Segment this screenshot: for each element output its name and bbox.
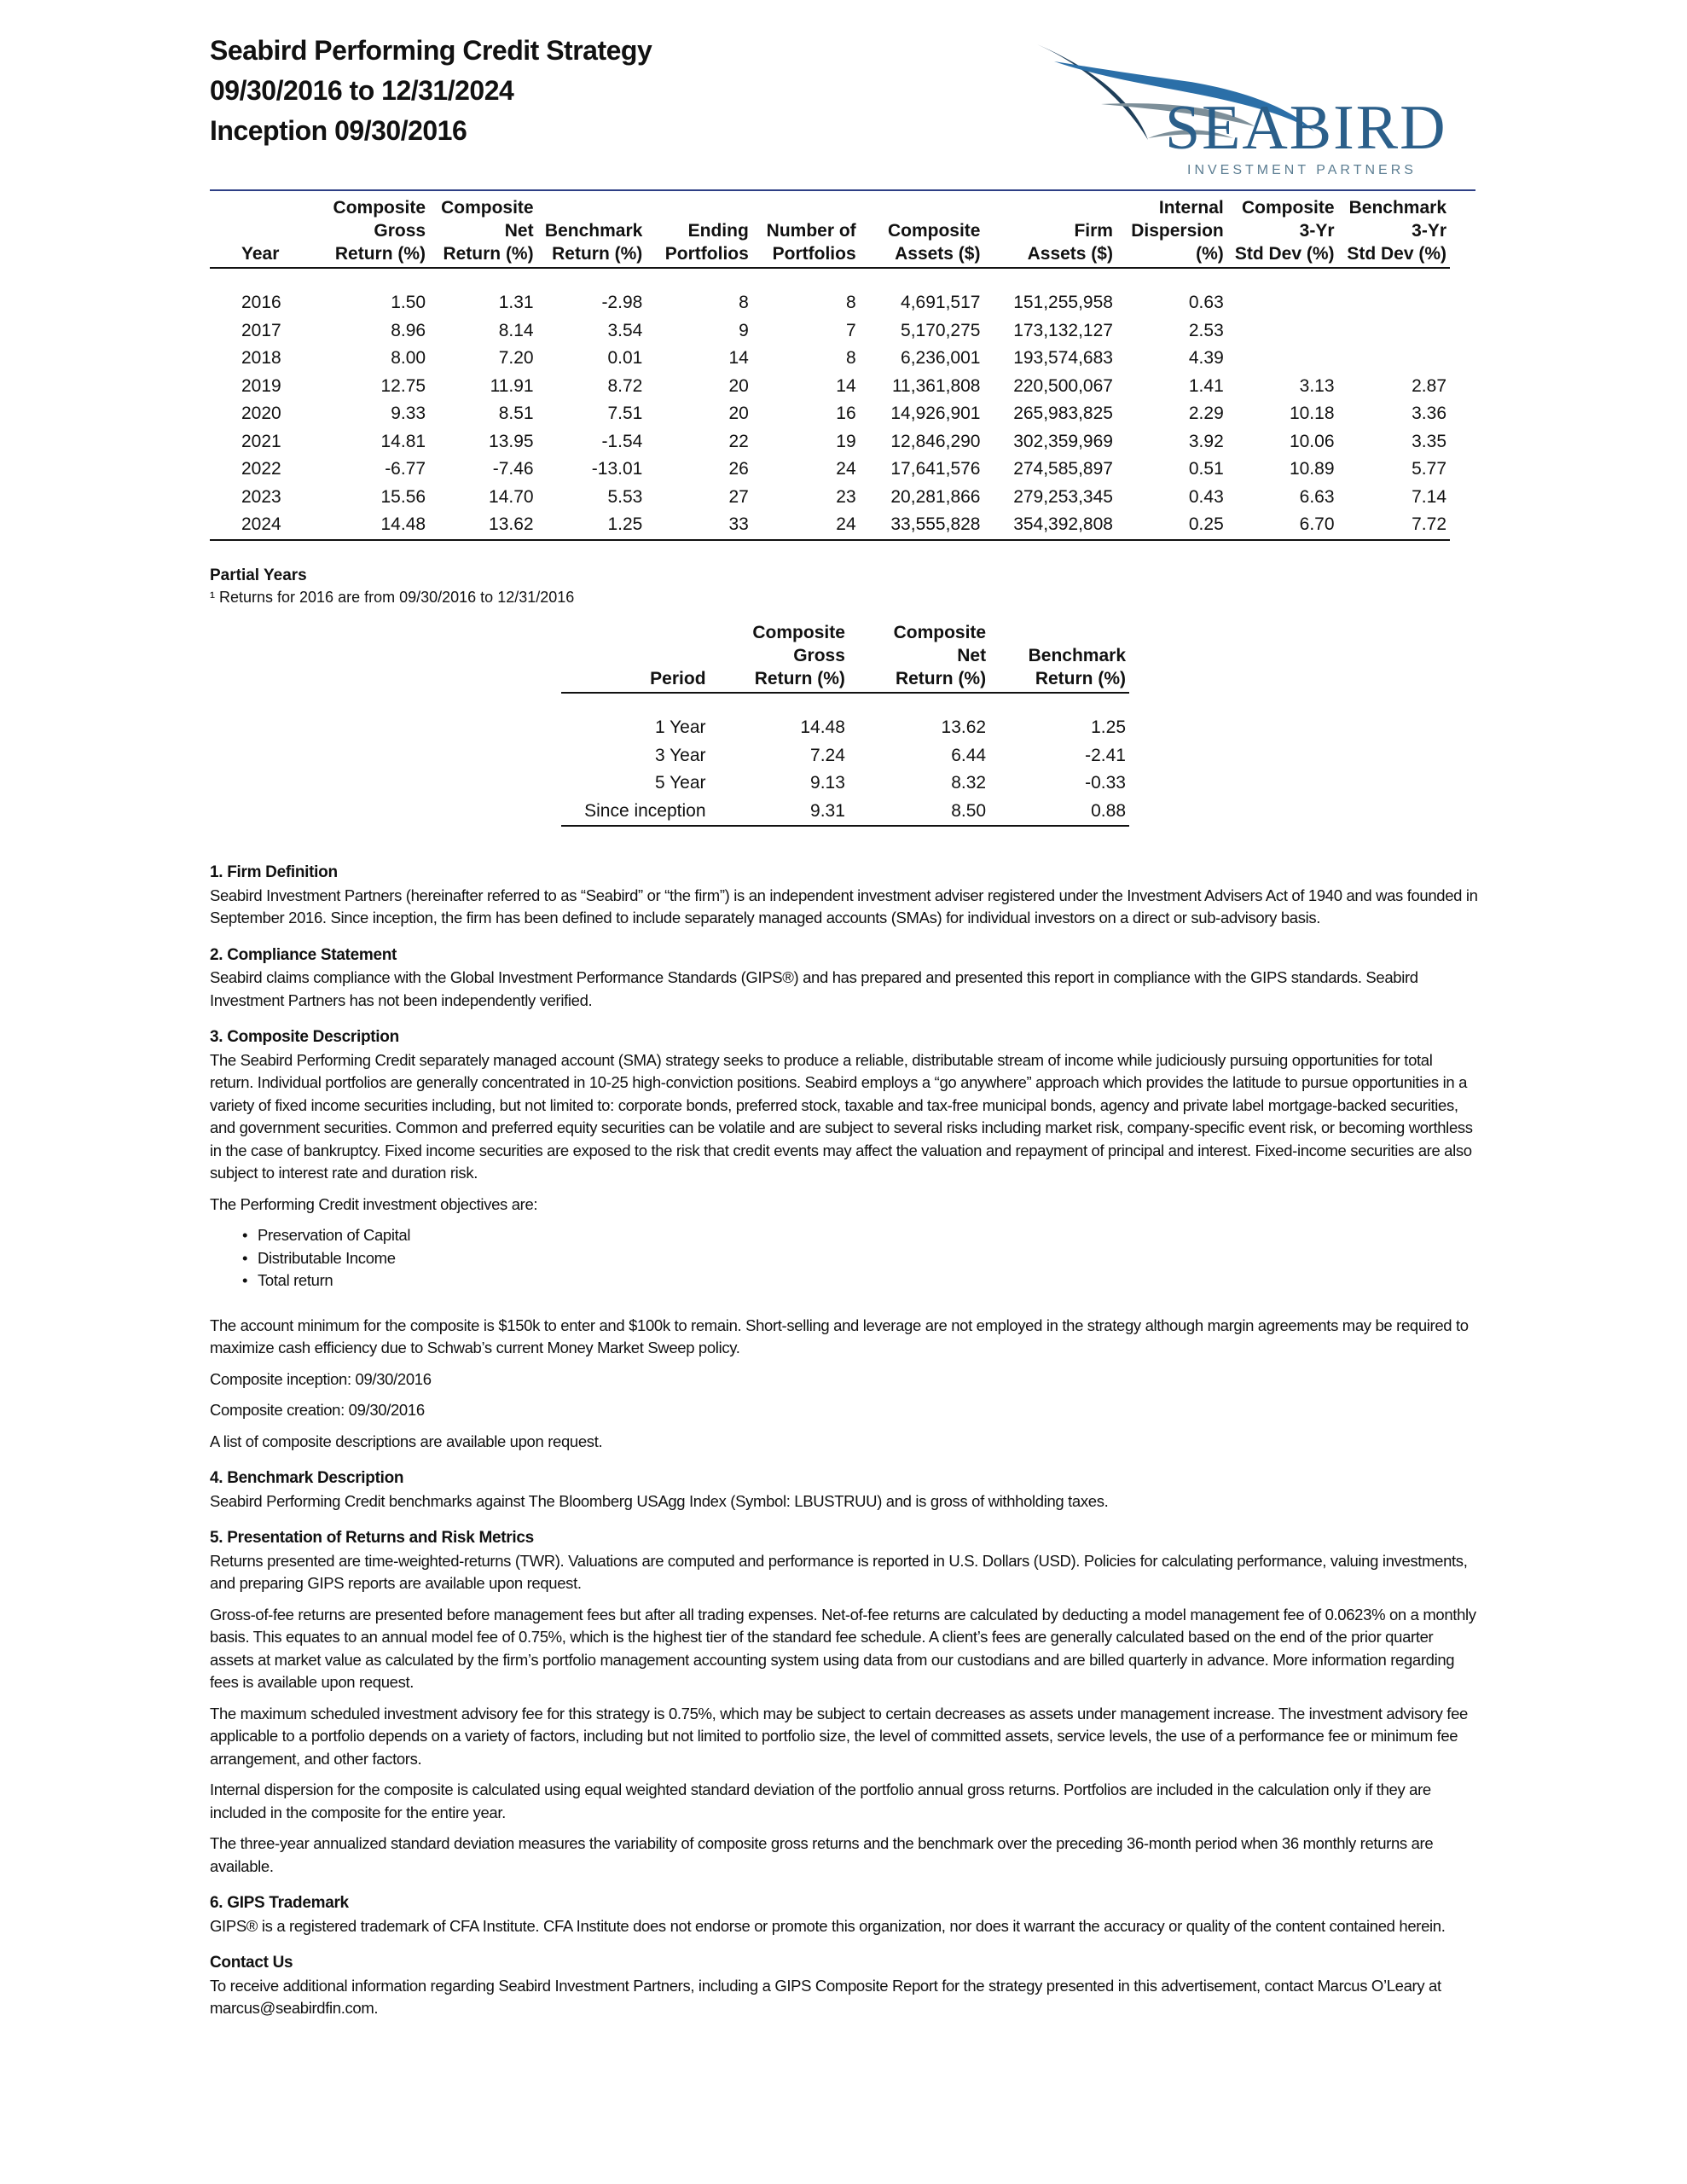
table-cell: 14,926,901 — [890, 404, 981, 423]
column-header — [849, 619, 989, 693]
table-cell — [1227, 317, 1338, 346]
table-cell: 7.51 — [607, 404, 643, 423]
table-cell: 4.39 — [1188, 348, 1224, 368]
seabird-wing-icon — [1020, 38, 1464, 179]
table-cell: 20,281,866 — [890, 486, 981, 507]
header-line: Year — [241, 244, 280, 264]
section-text: To receive additional information regarding Seabird Investment Partners, including a GIPS Composite Report for the strategy presented in this advertisement, contact Marcus O’Leary at marcus@seabirdfin.com. — [210, 1976, 1441, 2017]
table-cell: 12,846,290 — [890, 431, 981, 451]
table-cell: 22 — [728, 431, 749, 451]
seabird-logo — [1020, 38, 1464, 179]
header-line: Composite — [1242, 198, 1335, 218]
header-line — [241, 219, 318, 242]
partial-years-label: Partial Years — [210, 566, 307, 584]
column-header — [210, 195, 322, 268]
gips-trademark-section — [210, 1892, 1479, 1937]
header-line — [989, 621, 1126, 644]
table-cell: 3.92 — [1188, 431, 1224, 451]
section-heading: Contact Us — [210, 1954, 293, 1972]
table-cell: 3 Year — [654, 745, 706, 765]
table-cell: 265,983,825 — [1013, 404, 1113, 423]
section-text: The Seabird Performing Credit separately managed account (SMA) strategy seeks to produce a reliable, distributable stream of income while judiciously pursuing opportunities for total return. Individual portfolios are generally concentrated in 10-25 high-conviction positions. Seabird employs a “go anywhere” approach which provides the latitude to pursue opportunities in a variety of fixed income securities including, but not limited to: corporate bonds, preferred stock, taxable and tax-free municipal bonds, agency and private label mortgage-backed securities, and government securities. Common and preferred equity securities can be volatile and are subject to several risks including market risk, company-specific event risk, or becoming worthless in the case of bankruptcy. Fixed income securities are exposed to the risk that credit events may affect the valuation and repayment of principal and interest. Fixed-income securities are also subject to interest rate and duration risk. — [210, 1050, 1473, 1182]
objectives-intro: The Performing Credit investment objectives are: — [210, 1194, 538, 1213]
column-header — [1116, 195, 1227, 268]
section-heading: 3. Composite Description — [210, 1028, 399, 1046]
table-cell: 193,574,683 — [1013, 348, 1113, 368]
table-cell: 7.24 — [810, 745, 845, 765]
header-line: Gross — [793, 646, 845, 665]
header-line — [561, 644, 706, 667]
section-text: GIPS® is a registered trademark of CFA Institute. CFA Institute does not endorse or promote this organization, nor does it warrant the accuracy or quality of the content contained herein. — [210, 1916, 1446, 1935]
column-header — [710, 619, 849, 693]
table-row — [210, 456, 1450, 484]
table-cell: 6.63 — [1299, 486, 1335, 507]
section-heading: 2. Compliance Statement — [210, 945, 397, 964]
table-cell: 1.41 — [1188, 375, 1224, 396]
table-cell: -6.77 — [385, 459, 426, 479]
header-line: Portfolios — [664, 244, 749, 264]
table-row — [210, 373, 1450, 401]
header-line — [537, 196, 643, 219]
header-line: Ending — [687, 221, 749, 241]
header-line: Composite — [752, 623, 845, 642]
table-cell: 23 — [836, 486, 856, 507]
table-cell: 6,236,001 — [901, 348, 981, 368]
header-line — [983, 196, 1113, 219]
table-cell: 5,170,275 — [901, 320, 981, 340]
table-row — [210, 317, 1450, 346]
table-cell: 0.88 — [989, 798, 1129, 827]
column-header — [989, 619, 1129, 693]
table-cell: -13.01 — [591, 459, 643, 479]
table-cell: -7.46 — [492, 459, 534, 479]
header-line: Std Dev (%) — [1234, 244, 1335, 264]
objectives-list — [210, 1224, 1479, 1292]
trailing-returns-table — [561, 619, 1129, 827]
column-header — [983, 195, 1116, 268]
table-cell — [1338, 289, 1450, 317]
table-cell: 33,555,828 — [860, 511, 984, 540]
header-line: Number of — [766, 221, 856, 241]
header-line — [860, 196, 981, 219]
table-cell: 3.13 — [1299, 375, 1335, 396]
table-cell: 11.91 — [490, 375, 534, 396]
table-row — [561, 770, 1129, 798]
section-text: A list of composite descriptions are available upon request. — [210, 1432, 603, 1450]
table-cell: 20 — [728, 404, 749, 423]
table-row — [210, 484, 1450, 512]
table-cell: 2016 — [241, 293, 281, 312]
composite-inception: Composite inception: 09/30/2016 — [210, 1369, 432, 1388]
table-row — [561, 798, 1129, 827]
table-cell: 0.63 — [1188, 293, 1224, 312]
table-cell: 8 — [739, 293, 749, 312]
table-cell: 16 — [836, 404, 856, 423]
table-cell: 8.72 — [607, 375, 643, 396]
header-line: Return (%) — [334, 244, 426, 264]
column-header — [752, 195, 860, 268]
header-line: Return (%) — [552, 244, 643, 264]
table-cell: 3.54 — [607, 320, 643, 340]
table-cell: 8.51 — [498, 404, 534, 423]
section-text: Gross-of-fee returns are presented before management fees but after all trading expenses. Net-of-fee returns are calculated by deducting a model management fee of 0.0623% on a monthly basis. This equates to an annual model fee of 0.75%, which is the highest tier of the standard fee schedule. A client’s fees are generally calculated based on the end of the prior quarter assets at market value as calculated by the firm’s portfolio management accounting system using data from our custodians and are billed quarterly in advance. More information regarding fees is available upon request. — [210, 1605, 1476, 1691]
table-row — [561, 714, 1129, 742]
table-cell: 9 — [739, 320, 749, 340]
table-cell: 8.96 — [391, 320, 426, 340]
table-cell: 33 — [646, 511, 751, 540]
header-line: Benchmark — [544, 221, 643, 241]
header-line: Net — [504, 221, 534, 241]
table-cell: 19 — [836, 431, 856, 451]
header-divider — [210, 189, 1475, 191]
annual-returns-table — [210, 195, 1450, 541]
header-line: Benchmark — [1348, 198, 1446, 218]
list-item: • Preservation of Capital — [242, 1224, 1479, 1247]
section-text: The three-year annualized standard deviation measures the variability of composite gross returns and the benchmark over the preceding 36-month period when 36 monthly returns are available. — [210, 1834, 1434, 1875]
header-line: Period — [650, 669, 706, 688]
section-heading: 1. Firm Definition — [210, 863, 338, 881]
header-line: 3-Yr — [1412, 221, 1446, 241]
table-cell: 151,255,958 — [1013, 293, 1113, 312]
annual-table-body — [210, 268, 1450, 540]
table-cell: 354,392,808 — [983, 511, 1116, 540]
header-line: Internal — [1158, 198, 1224, 218]
table-row — [210, 400, 1450, 428]
section-heading: 6. GIPS Trademark — [210, 1894, 349, 1912]
composite-creation: Composite creation: 09/30/2016 — [210, 1401, 425, 1419]
header-line: Dispersion — [1131, 221, 1224, 241]
report-inception: Inception 09/30/2016 — [210, 115, 467, 146]
table-cell: 14.48 — [800, 717, 845, 737]
logo-tagline: INVESTMENT PARTNERS — [1187, 163, 1417, 177]
header-line: Composite — [333, 198, 426, 218]
table-cell: 2018 — [241, 348, 281, 368]
header-line: Gross — [374, 221, 426, 241]
table-cell: 173,132,127 — [1013, 320, 1113, 340]
table-cell: 13.62 — [941, 717, 987, 737]
presentation-section — [210, 1527, 1479, 1878]
table-cell: 7.72 — [1338, 511, 1450, 540]
table-cell: 15.56 — [380, 486, 426, 507]
header-line: (%) — [1196, 244, 1224, 264]
contact-section — [210, 1952, 1479, 2020]
table-cell: -2.98 — [601, 293, 643, 312]
table-row — [210, 428, 1450, 456]
table-cell: 8.14 — [498, 320, 534, 340]
table-cell: Since inception — [561, 798, 710, 827]
header-line: Assets ($) — [895, 244, 981, 264]
table-cell: 10.06 — [1289, 431, 1335, 451]
table-cell: 13.62 — [429, 511, 537, 540]
table-cell: 0.51 — [1188, 459, 1224, 479]
trailing-table-body — [561, 693, 1129, 826]
list-item: • Distributable Income — [242, 1247, 1479, 1270]
report-header — [210, 31, 977, 151]
table-cell: 2.53 — [1188, 320, 1224, 340]
table-cell — [1227, 289, 1338, 317]
table-cell: 14 — [728, 348, 749, 368]
table-cell: 0.25 — [1116, 511, 1227, 540]
table-cell: 1.50 — [391, 293, 426, 312]
table-cell: 6.44 — [951, 745, 987, 765]
table-cell: 0.01 — [607, 348, 643, 368]
table-cell: 9.31 — [710, 798, 849, 827]
header-line: Portfolios — [772, 244, 856, 264]
table-cell: 11,361,808 — [891, 375, 981, 396]
header-line: Return (%) — [754, 669, 845, 688]
table-cell: 5.77 — [1412, 459, 1446, 479]
compliance-section — [210, 944, 1479, 1013]
table-cell: 302,359,969 — [1013, 431, 1113, 451]
section-text: Returns presented are time-weighted-returns (TWR). Valuations are computed and performance is reported in U.S. Dollars (USD). Policies for calculating performance, valuing investments, and preparing GIPS reports are available upon request. — [210, 1551, 1468, 1592]
header-line: Composite — [887, 221, 981, 241]
column-header — [860, 195, 984, 268]
table-cell: 220,500,067 — [1013, 375, 1113, 396]
firm-definition-section — [210, 862, 1479, 930]
table-cell: -1.54 — [601, 431, 643, 451]
column-header — [537, 195, 646, 268]
table-cell: 2017 — [241, 320, 281, 340]
header-line: Std Dev (%) — [1347, 244, 1446, 264]
table-cell: 2023 — [241, 486, 281, 507]
table-cell: 3.36 — [1412, 404, 1446, 423]
column-header — [561, 619, 710, 693]
header-line: Return (%) — [1035, 669, 1126, 688]
header-line: Assets ($) — [1027, 244, 1113, 264]
section-text: The account minimum for the composite is $150k to enter and $100k to remain. Short-selling and leverage are not employed in the strategy although margin agreements may be required to maximize cash efficiency due to Schwab’s current Money Market Sweep policy. — [210, 1316, 1469, 1356]
table-cell: 5 Year — [654, 773, 706, 793]
table-cell: 27 — [728, 486, 749, 507]
header-line: Return (%) — [895, 669, 987, 688]
table-cell: 5.53 — [607, 486, 643, 507]
header-line — [752, 196, 856, 219]
table-cell: 7.20 — [498, 348, 534, 368]
table-cell: 1.31 — [498, 293, 534, 312]
column-header — [322, 195, 430, 268]
logo-wordmark: SEABIRD — [1165, 93, 1447, 163]
benchmark-description-section — [210, 1467, 1479, 1513]
section-heading: 4. Benchmark Description — [210, 1469, 404, 1487]
table-cell: 10.89 — [1289, 459, 1335, 479]
table-cell: 274,585,897 — [1013, 459, 1113, 479]
header-line: Composite — [441, 198, 534, 218]
table-cell: 3.35 — [1412, 431, 1446, 451]
section-text: The maximum scheduled investment advisory fee for this strategy is 0.75%, which may be subject to certain decreases as assets under management increase. The investment advisory fee applicable to a portfolio depends on a variety of factors, including but not limited to portfolio size, the level of committed assets, service levels, the use of a performance fee or minimum fee arrangement, and other factors. — [210, 1704, 1468, 1768]
table-cell — [1338, 317, 1450, 346]
column-header — [1227, 195, 1338, 268]
header-line — [241, 196, 318, 219]
column-header — [429, 195, 537, 268]
table-cell: 17,641,576 — [890, 459, 981, 479]
table-row — [210, 289, 1450, 317]
table-cell: 12.75 — [380, 375, 426, 396]
table-cell: 1.25 — [537, 511, 646, 540]
header-line: Return (%) — [443, 244, 534, 264]
partial-years-note: ¹ Returns for 2016 are from 09/30/2016 to 12/31/2016 — [210, 589, 575, 606]
table-cell: 20 — [728, 375, 749, 396]
table-cell: -0.33 — [1085, 773, 1126, 793]
section-heading: 5. Presentation of Returns and Risk Metrics — [210, 1529, 534, 1547]
table-cell: 2021 — [241, 431, 281, 451]
report-title: Seabird Performing Credit Strategy — [210, 35, 652, 66]
table-cell: 279,253,345 — [1013, 486, 1113, 507]
trailing-header-row — [561, 619, 1129, 693]
table-cell: 1.25 — [1091, 717, 1126, 737]
column-header — [646, 195, 751, 268]
table-cell: 2.87 — [1412, 375, 1446, 396]
annual-header-row — [210, 195, 1450, 268]
table-cell — [1227, 345, 1338, 373]
table-cell: 2019 — [241, 375, 281, 396]
table-cell: 4,691,517 — [901, 293, 981, 312]
table-cell: 14.48 — [322, 511, 430, 540]
table-cell: 8.00 — [391, 348, 426, 368]
table-cell: 2020 — [241, 404, 281, 423]
table-cell: 14 — [836, 375, 856, 396]
table-cell: 8 — [845, 348, 856, 368]
table-cell: 9.13 — [810, 773, 845, 793]
table-row — [561, 742, 1129, 770]
section-text: Internal dispersion for the composite is calculated using equal weighted standard deviation of the portfolio annual gross returns. Portfolios are included in the calculation only if they are included in the composite for the entire year. — [210, 1780, 1431, 1821]
table-cell: 2022 — [241, 459, 281, 479]
table-cell: -2.41 — [1085, 745, 1126, 765]
table-cell: 2024 — [210, 511, 322, 540]
section-text: Seabird Investment Partners (hereinafter referred to as “Seabird” or “the firm”) is an independent investment adviser registered under the Investment Advisers Act of 1940 and was founded in September 2016. Since inception, the firm has been defined to include separately managed accounts (SMAs) for individual investors on a direct or sub-advisory basis. — [210, 886, 1478, 926]
header-line: 3-Yr — [1299, 221, 1335, 241]
table-cell: 8.32 — [951, 773, 987, 793]
table-cell: 14.70 — [489, 486, 534, 507]
table-cell: 9.33 — [391, 404, 426, 423]
table-cell: 8 — [845, 293, 856, 312]
table-cell: 24 — [752, 511, 860, 540]
header-line — [646, 196, 748, 219]
report-period: 09/30/2016 to 12/31/2024 — [210, 75, 514, 106]
table-row — [210, 345, 1450, 373]
table-cell: 13.95 — [489, 431, 534, 451]
header-line — [561, 621, 706, 644]
table-cell: 26 — [728, 459, 749, 479]
table-cell: 7 — [845, 320, 856, 340]
table-cell — [1338, 345, 1450, 373]
table-cell: 1 Year — [654, 717, 706, 737]
table-row — [210, 511, 1450, 540]
list-item: • Total return — [242, 1269, 1479, 1292]
section-text: Seabird claims compliance with the Global Investment Performance Standards (GIPS®) and has prepared and presented this report in compliance with the GIPS standards. Seabird Investment Partners has not been independently verified. — [210, 968, 1418, 1009]
disclosures — [210, 862, 1479, 2035]
header-line: Composite — [893, 623, 987, 642]
table-cell: 24 — [836, 459, 856, 479]
header-line: Firm — [1074, 221, 1113, 241]
table-cell: 0.43 — [1188, 486, 1224, 507]
table-cell: 8.50 — [849, 798, 989, 827]
table-cell: 6.70 — [1227, 511, 1338, 540]
table-cell: 14.81 — [380, 431, 426, 451]
column-header — [1338, 195, 1450, 268]
section-text: Seabird Performing Credit benchmarks against The Bloomberg USAgg Index (Symbol: LBUSTRUU) and is gross of withholding taxes. — [210, 1491, 1109, 1510]
header-line: Benchmark — [1028, 646, 1126, 665]
table-cell: 2.29 — [1188, 404, 1224, 423]
table-cell: 7.14 — [1412, 486, 1446, 507]
table-cell: 10.18 — [1289, 404, 1335, 423]
header-line: Net — [957, 646, 987, 665]
composite-description-section — [210, 1026, 1479, 1453]
